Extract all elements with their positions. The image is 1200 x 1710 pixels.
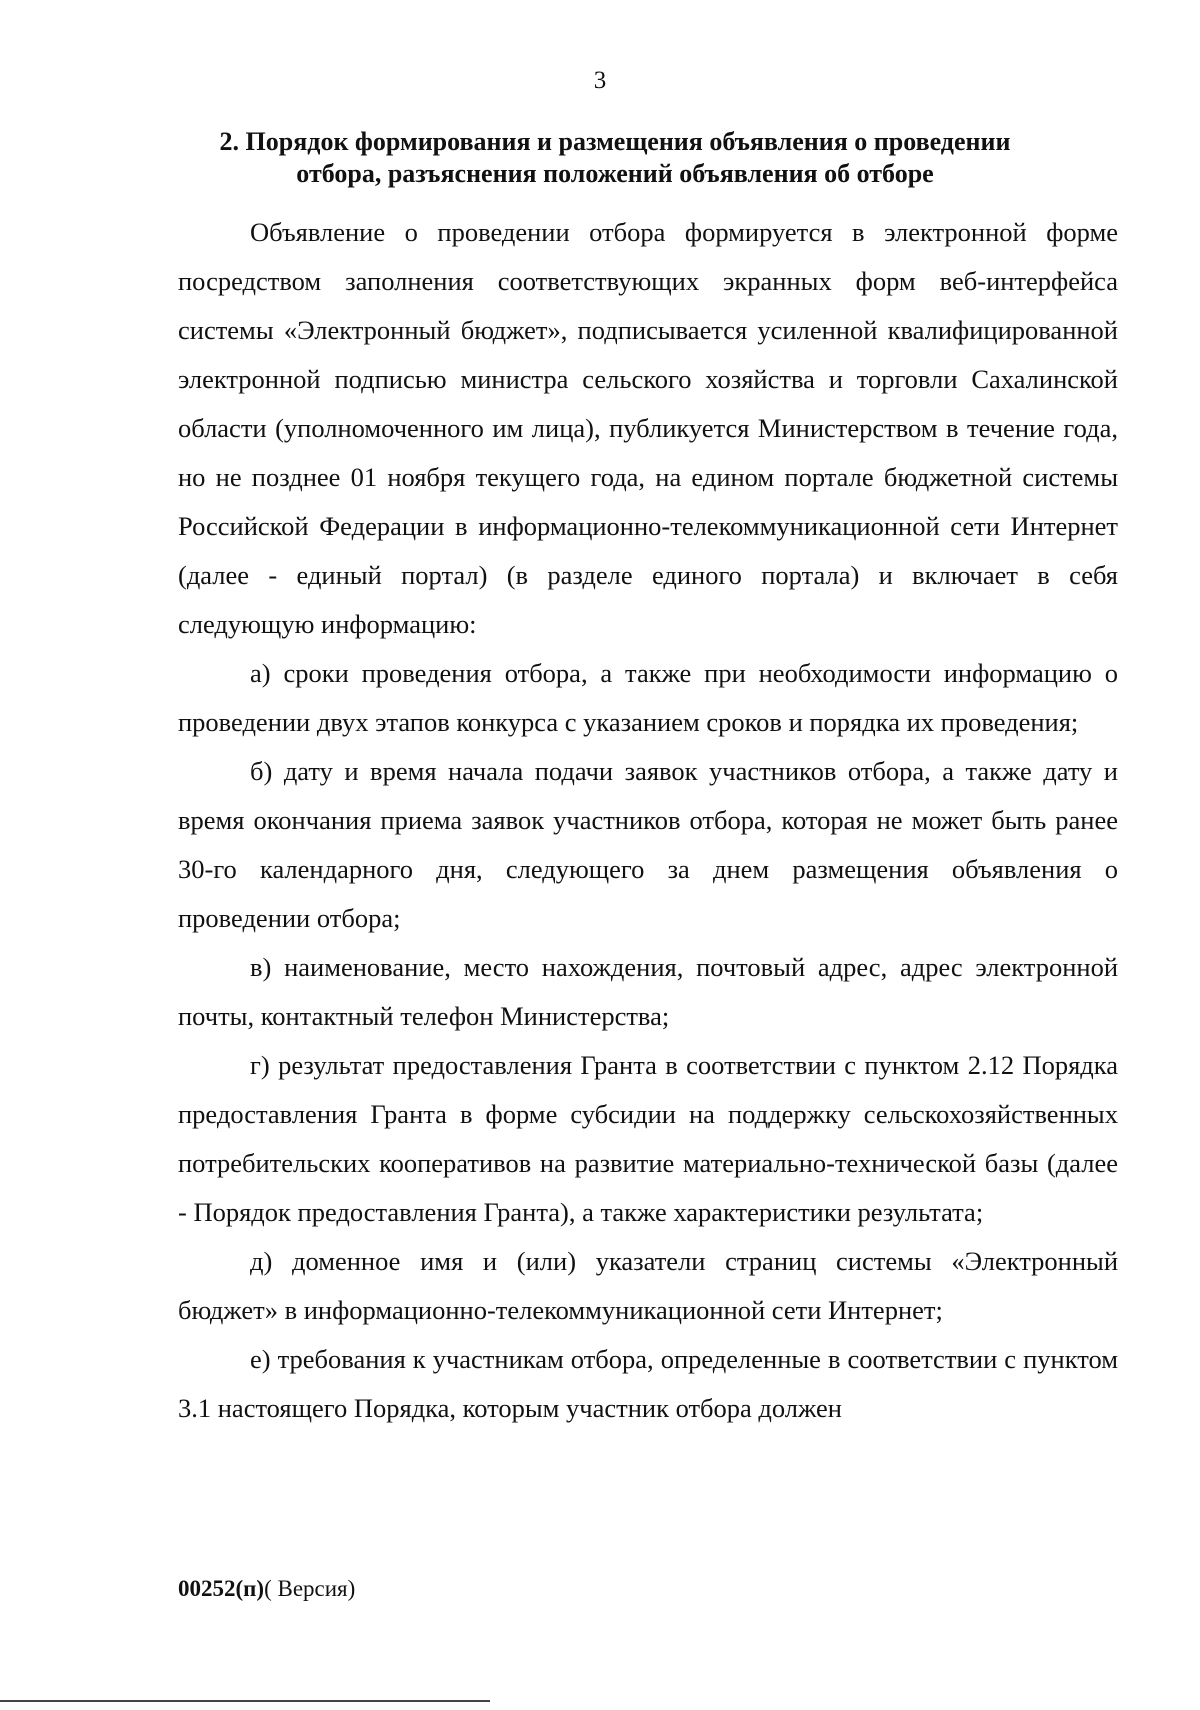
document-code-version: ( Версия) xyxy=(264,1576,356,1601)
paragraph-item-b: б) дату и время начала подачи заявок участников отбора, а также дату и время окончания приема заявок участников отбора, которая не может быть ранее 30-го календарного дня, следующего за днем размещения объявления о проведении отбора; xyxy=(178,756,1118,933)
paragraph-announcement: Объявление о проведении отбора формируется в электронной форме посредством заполнения соответствующих экранных форм веб-интерфейса системы «Электронный бюджет», подписывается усиленной квалифицированной электронной подписью министра сельского хозяйства и торговли Сахалинской области (уполномоченного им лица), публикуется Министерством в течение года, но не позднее 01 ноября текущего года, на едином портале бюджетной системы Российской Федерации в информационно-телекоммуникационной сети Интернет (далее - единый портал) (в разделе единого портала) и включает в себя следующую информацию: xyxy=(178,217,1118,639)
document-code-number: 00252(п) xyxy=(178,1576,265,1601)
paragraph-item-a: а) сроки проведения отбора, а также при необходимости информацию о проведении двух этапов конкурса с указанием сроков и порядка их проведения; xyxy=(178,658,1118,737)
paragraph-item-g: г) результат предоставления Гранта в соответствии с пунктом 2.12 Порядка предоставления Гранта в форме субсидии на поддержку сельскохозяйственных потребительских кооперативов на развитие материально-технической базы (далее - Порядок предоставления Гранта), а также характеристики результата; xyxy=(178,1050,1118,1227)
body-text xyxy=(178,208,1118,1433)
paragraph-item-v: в) наименование, место нахождения, почтовый адрес, адрес электронной почты, контактный телефон Министерства; xyxy=(178,952,1118,1031)
page-number: 3 xyxy=(593,67,607,94)
section-heading-line-2: отбора, разъяснения положений объявления об отборе xyxy=(296,159,934,188)
document-code xyxy=(178,1575,355,1603)
section-heading xyxy=(150,126,1080,190)
paragraph-item-e: е) требования к участникам отбора, определенные в соответствии с пунктом 3.1 настоящего Порядка, которым участник отбора должен xyxy=(178,1344,1118,1423)
paragraph-item-d: д) доменное имя и (или) указатели страниц системы «Электронный бюджет» в информационно-телекоммуникационной сети Интернет; xyxy=(178,1246,1118,1325)
bottom-divider xyxy=(0,1700,490,1702)
section-heading-line-1: 2. Порядок формирования и размещения объявления о проведении xyxy=(219,127,1011,156)
